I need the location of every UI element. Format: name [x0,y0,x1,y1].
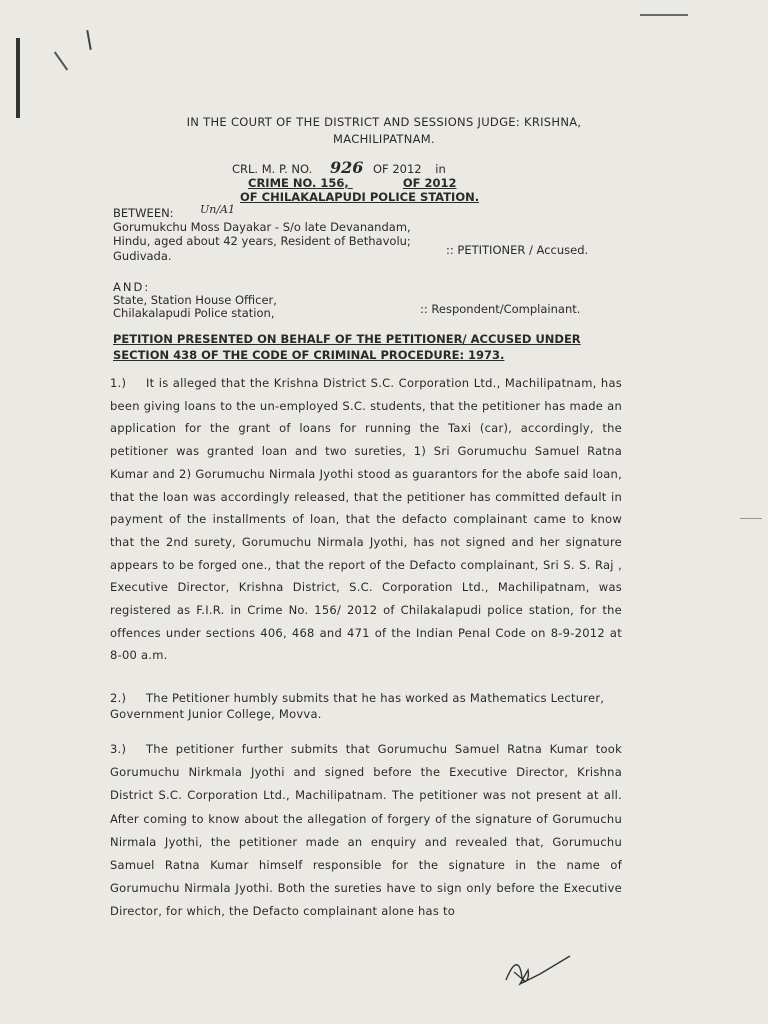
paragraph-number: 3.) [110,742,127,756]
paragraph-text: The Petitioner humbly submits that he has worked as Mathematics Lecturer, Government Junior College, Movva. [110,691,605,721]
court-title-line2: MACHILIPATNAM. [333,132,435,146]
crime-no: 156, [320,176,349,190]
crl-label: CRL. M. P. NO. [232,162,313,176]
scan-artifact-mark [54,51,68,70]
and-label: AND: [113,280,151,294]
crl-number-handwritten: 926 [329,158,364,177]
respondent-role: :: Respondent/Complainant. [420,302,581,316]
crime-number [248,176,456,190]
petitioner-name: Gorumukchu Moss Dayakar - S/o late Devanandam, [113,220,411,234]
scan-artifact-edge [16,38,20,118]
paragraph-3 [110,738,622,924]
paragraph-1 [110,372,622,667]
petitioner-place: Gudivada. [113,249,172,263]
crl-mp-number [232,158,446,177]
court-title [0,114,768,148]
scan-artifact-mark [86,30,91,50]
petition-heading-line1: PETITION PRESENTED ON BEHALF OF THE PETITIONER/ ACCUSED UNDER [113,332,581,346]
signature-mark [500,950,580,990]
crl-in: in [435,162,446,176]
respondent-station: Chilakalapudi Police station, [113,306,275,320]
petition-heading-line2: SECTION 438 OF THE CODE OF CRIMINAL PROCEDURE: 1973. [113,348,505,362]
paragraph-number: 2.) [110,691,127,705]
scan-artifact-line [640,14,688,16]
police-station: OF CHILAKALAPUDI POLICE STATION. [240,190,480,204]
between-handnote: Un/A1 [200,203,236,216]
crime-label: CRIME NO. [248,176,317,190]
respondent-name: State, Station House Officer, [113,293,277,307]
paragraph-number: 1.) [110,376,127,390]
between-label: BETWEEN: [113,206,174,220]
crl-year: OF 2012 [373,162,422,176]
scan-artifact-dash [740,518,762,519]
petitioner-details: Hindu, aged about 42 years, Resident of Bethavolu; [113,234,411,248]
court-title-line1: IN THE COURT OF THE DISTRICT AND SESSIONS JUDGE: KRISHNA, [186,115,582,129]
paragraph-2 [110,690,622,722]
paragraph-text: It is alleged that the Krishna District S.C. Corporation Ltd., Machilipatnam, has been giving loans to the un-employed S.C. students, that the petitioner has made an application for the grant of loans for running the Taxi (car), accordingly, the petitioner was granted loan and two sureties, 1) Sri Gorumuchu Samuel Ratna Kumar and 2) Gorumuchu Nirmala Jyothi stood as guarantors for the abofe said loan, that the loan was accordingly released, that the petitioner has committed default in payment of the installments of loan, that the defacto complainant came to know that the 2nd surety, Gorumuchu Nirmala Jyothi, has not signed and her signature appears to be forged one., that the report of the Defacto complainant, Sri S. S. Raj , Executive Director, Krishna District, S.C. Corporation Ltd., Machilipatnam, was registered as F.I.R. in Crime No. 156/ 2012 of Chilakalapudi police station, for the offences under sections 406, 468 and 471 of the Indian Penal Code on 8-9-2012 at 8-00 a.m. [110,376,622,663]
paragraph-text: The petitioner further submits that Gorumuchu Samuel Ratna Kumar took Gorumuchu Nirkmala Jyothi and signed before the Executive Director, Krishna District S.C. Corporation Ltd., Machilipatnam. The petitioner was not present at all. After coming to know about the allegation of forgery of the signature of Gorumuchu Nirmala Jyothi, the petitioner made an enquiry and revealed that, Gorumuchu Samuel Ratna Kumar himself responsible for the signature in the name of Gorumuchu Nirmala Jyothi. Both the sureties have to sign only before the Executive Director, for which, the Defacto complainant alone has to [110,742,622,919]
petitioner-role: :: PETITIONER / Accused. [446,243,589,257]
crime-year: OF 2012 [402,176,457,190]
